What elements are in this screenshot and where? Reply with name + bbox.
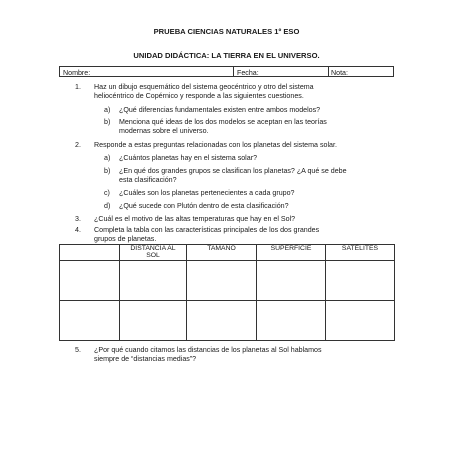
question-2d-text: ¿Qué sucede con Plutón dentro de esta clasificación?	[119, 202, 289, 210]
subquestion-label: d)	[104, 202, 111, 210]
question-3-text: ¿Cuál es el motivo de las altas temperaturas que hay en el Sol?	[94, 215, 296, 223]
grade-label: Nota:	[331, 68, 348, 77]
question-1-text: heliocéntrico de Copérnico y responde a las siguientes cuestiones.	[94, 92, 304, 100]
table-corner-cell	[60, 245, 120, 261]
question-1b-text: modernas sobre el universo.	[119, 127, 209, 135]
answer-cell[interactable]	[326, 261, 395, 301]
table-row	[60, 261, 395, 301]
question-1a-text: ¿Qué diferencias fundamentales existen entre ambos modelos?	[119, 106, 321, 114]
answer-cell[interactable]	[257, 261, 326, 301]
question-5-text: siempre de “distancias medias”?	[94, 355, 197, 363]
student-header-box	[59, 66, 394, 77]
question-5-text: ¿Por qué cuando citamos las distancias de los planetas al Sol hablamos	[94, 346, 322, 354]
answer-cell[interactable]	[60, 261, 120, 301]
question-2a-text: ¿Cuántos planetas hay en el sistema solar?	[119, 154, 258, 162]
column-header-text: DISTANCIA AL	[130, 245, 176, 252]
name-label: Nombre:	[63, 68, 91, 77]
answer-cell[interactable]	[187, 301, 257, 341]
subquestion-label: a)	[104, 106, 111, 114]
column-header-distance	[120, 245, 187, 261]
date-label: Fecha:	[237, 68, 259, 77]
column-header-satellites: SATÉLITES	[326, 245, 395, 261]
question-2c-text: ¿Cuáles son los planetas pertenecientes a cada grupo?	[119, 189, 295, 197]
exam-title: PRUEBA CIENCIAS NATURALES 1º ESO	[153, 27, 300, 36]
header-divider	[233, 67, 234, 76]
column-header-size: TAMAÑO	[187, 245, 257, 261]
unit-title: UNIDAD DIDÁCTICA: LA TIERRA EN EL UNIVERSO.	[133, 51, 320, 60]
table-row	[60, 301, 395, 341]
answer-cell[interactable]	[120, 301, 187, 341]
subquestion-label: b)	[104, 167, 111, 175]
planet-groups-table	[59, 244, 395, 341]
question-2-text: Responde a estas preguntas relacionadas con los planetas del sistema solar.	[94, 141, 337, 149]
question-1b-text: Menciona qué ideas de los dos modelos se aceptan en las teorías	[119, 118, 327, 126]
subquestion-label: b)	[104, 118, 111, 126]
answer-cell[interactable]	[60, 301, 120, 341]
answer-cell[interactable]	[120, 261, 187, 301]
subquestion-label: c)	[104, 189, 110, 197]
header-divider	[328, 67, 329, 76]
question-number: 4.	[75, 226, 81, 234]
table-header-row	[60, 245, 395, 261]
question-number: 5.	[75, 346, 81, 354]
question-number: 2.	[75, 141, 81, 149]
question-number: 1.	[75, 83, 81, 91]
answer-cell[interactable]	[187, 261, 257, 301]
question-4-text: grupos de planetas.	[94, 235, 157, 243]
subquestion-label: a)	[104, 154, 111, 162]
answer-cell[interactable]	[257, 301, 326, 341]
answer-cell[interactable]	[326, 301, 395, 341]
question-number: 3.	[75, 215, 81, 223]
question-1-text: Haz un dibujo esquemático del sistema geocéntrico y otro del sistema	[94, 83, 314, 91]
column-header-surface: SUPERFICIE	[257, 245, 326, 261]
question-2b-text: esta clasificación?	[119, 176, 177, 184]
column-header-text: SOL	[146, 252, 160, 259]
question-2b-text: ¿En qué dos grandes grupos se clasifican los planetas? ¿A qué se debe	[119, 167, 347, 175]
question-4-text: Completa la tabla con las características principales de los dos grandes	[94, 226, 320, 234]
